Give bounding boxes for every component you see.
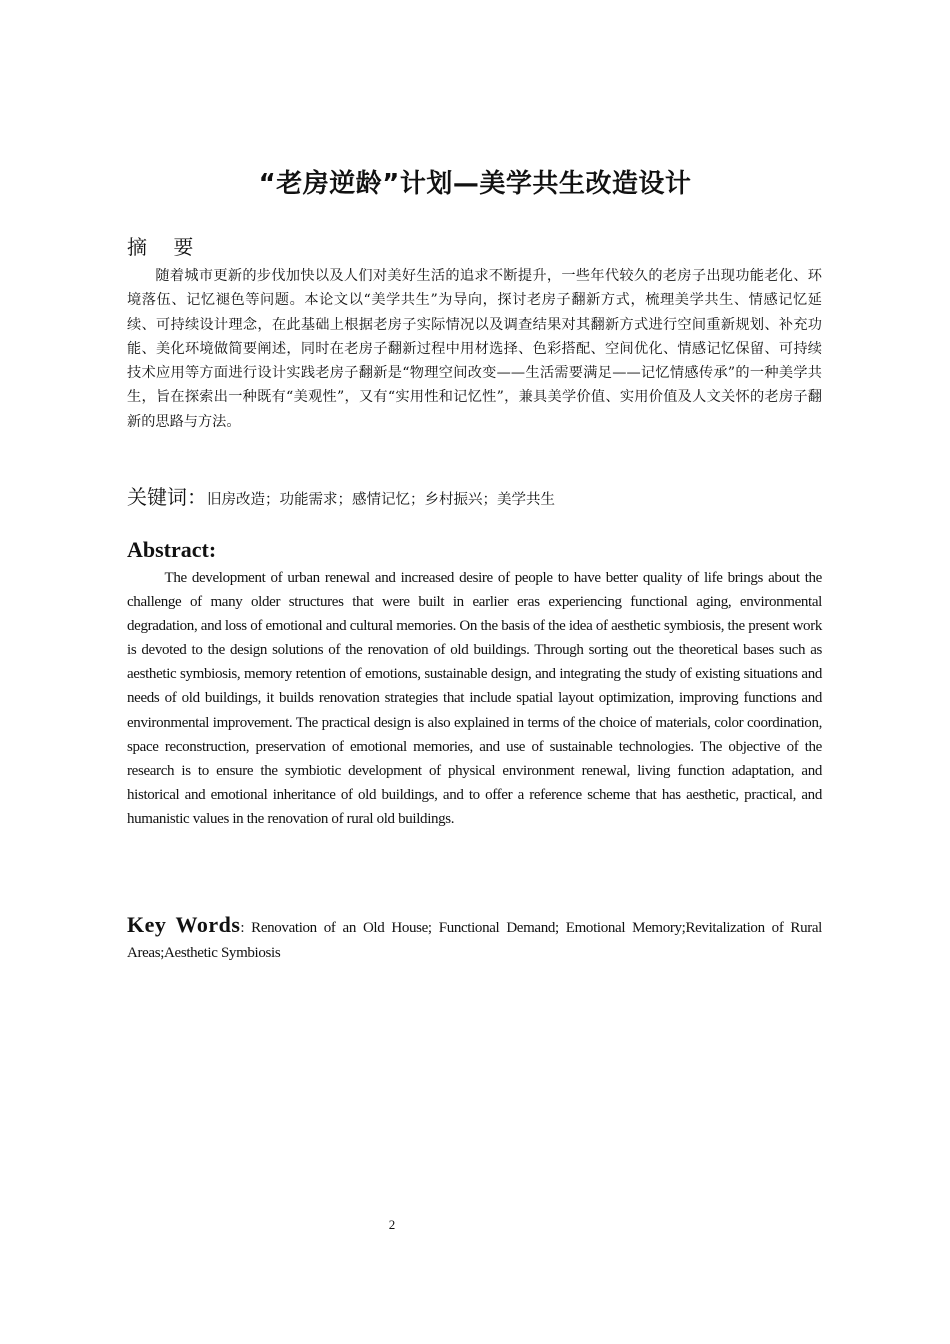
english-keywords-label: Key Words [127, 912, 241, 937]
chinese-keywords-text: 旧房改造；功能需求；感情记忆；乡村振兴；美学共生 [207, 492, 555, 508]
document-title: “老房逆龄”计划—美学共生改造设计 [258, 169, 692, 199]
chinese-abstract-heading: 摘 要 [127, 235, 204, 259]
chinese-keywords [127, 483, 822, 514]
english-abstract-text: The development of urban renewal and increased desire of people to have better quality of life brings about the challenge of many older structures that were built in earlier eras experiencing functional aging, environmental degradation, and loss of emotional and cultural memories. On the basis of the idea of aesthetic symbiosis, the present work is devoted to the design solutions of the renovation of old buildings. Through sorting out the theoretical bases such as aesthetic symbiosis, memory retention of emotions, sustainable design, and integrating the study of existing situations and needs of old buildings, it builds renovation strategies that include spatial layout optimization, improving functions and environmental improvement. The practical design is also explained in terms of the choice of materials, color coordination, space reconstruction, preservation of emotional memories, and use of sustainable technologies. The objective of the research is to ensure the symbiotic development of physical environment renewal, living function adaptation, and historical and emotional inheritance of old buildings, and to offer a reference scheme that has aesthetic, practical, and humanistic values in the renovation of rural old buildings. [127, 570, 822, 827]
chinese-keywords-label: 关键词： [127, 485, 207, 509]
english-keywords-text: : Renovation of an Old House; Functional Demand; Emotional Memory;Revitalization of Rural Areas;Aesthetic Symbiosis [127, 920, 822, 961]
chinese-abstract-text: 随着城市更新的步伐加快以及人们对美好生活的追求不断提升，一些年代较久的老房子出现功能老化、环境落伍、记忆褪色等问题。本论文以“美学共生”为导向，探讨老房子翻新方式，梳理美学共生、情感记忆延续、可持续设计理念，在此基础上根据老房子实际情况以及调查结果对其翻新方式进行空间重新规划、补充功能、美化环境做简要阐述，同时在老房子翻新过程中用材选择、色彩搭配、空间优化、情感记忆保留、可持续技术应用等方面进行设计实践老房子翻新是“物理空间改变——生活需要满足——记忆情感传承”的一种美学共生，旨在探索出一种既有“美观性”，又有“实用性和记忆性”，兼具美学价值、实用价值及人文关怀的老房子翻新的思路与方法。 [127, 268, 822, 430]
english-abstract-heading: Abstract: [127, 537, 217, 562]
english-keywords [127, 912, 822, 966]
page-number: 2 [388, 1217, 396, 1232]
